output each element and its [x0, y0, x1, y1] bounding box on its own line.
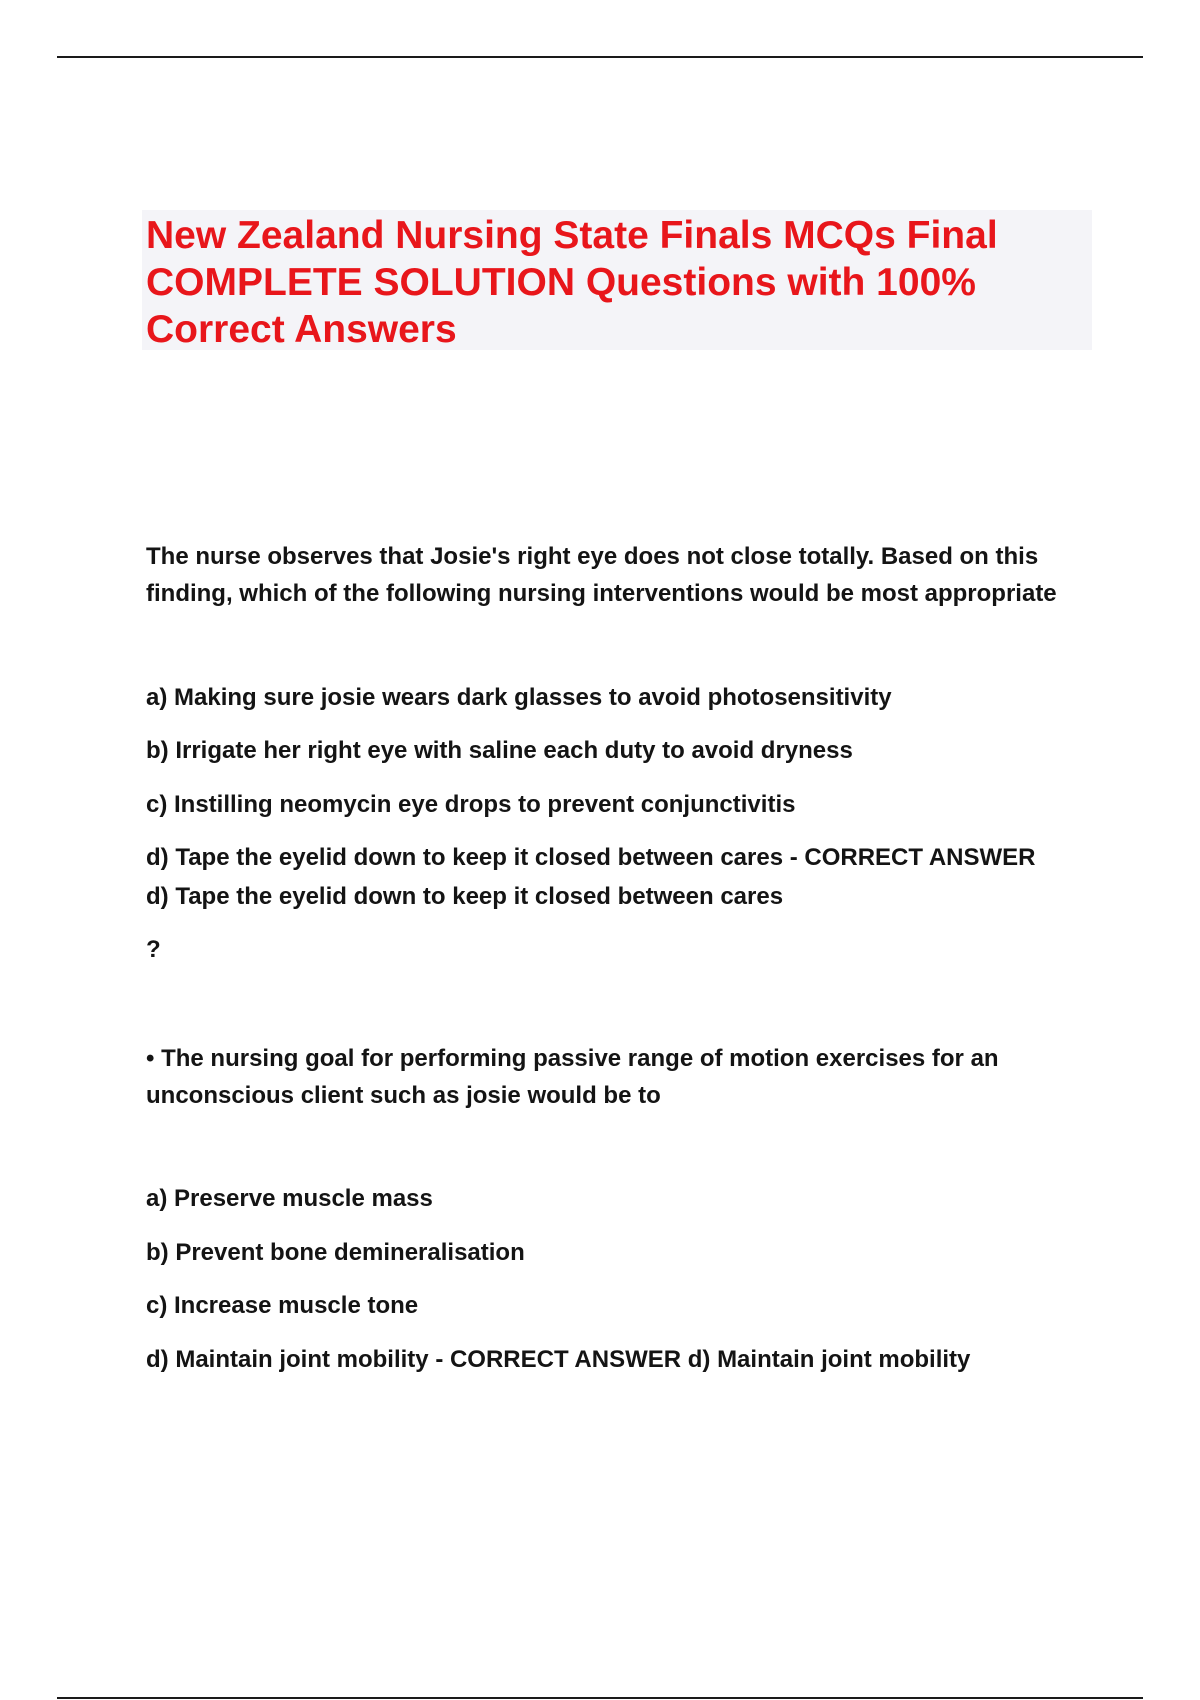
top-rule [57, 56, 1143, 58]
question-1-trailing-mark: ? [146, 936, 161, 963]
question-2-option-c: c) Increase muscle tone [146, 1292, 419, 1319]
question-2-option-a: a) Preserve muscle mass [146, 1185, 433, 1212]
question-1-option-c: c) Instilling neomycin eye drops to prevent conjunctivitis [146, 791, 796, 818]
question-1-option-a: a) Making sure josie wears dark glasses to avoid photosensitivity [146, 684, 892, 711]
question-1-stem: The nurse observes that Josie's right eye does not close totally. Based on this finding, which of the following nursing interventions would be most appropriate [146, 543, 1057, 607]
question-2-option-b: b) Prevent bone demineralisation [146, 1239, 525, 1266]
question-1-option-d-repeat: d) Tape the eyelid down to keep it closed between cares [146, 883, 784, 910]
bottom-rule [57, 1697, 1143, 1699]
question-1-option-d-answer: d) Tape the eyelid down to keep it closed between cares - CORRECT ANSWER [146, 844, 1036, 871]
question-2-option-d-answer: d) Maintain joint mobility - CORRECT ANSWER d) Maintain joint mobility [146, 1346, 971, 1373]
question-1-option-b: b) Irrigate her right eye with saline each duty to avoid dryness [146, 737, 853, 764]
document-title: New Zealand Nursing State Finals MCQs Final COMPLETE SOLUTION Questions with 100% Correct Answers [146, 214, 998, 351]
question-2-stem: • The nursing goal for performing passive range of motion exercises for an unconscious client such as josie would be to [146, 1045, 999, 1109]
